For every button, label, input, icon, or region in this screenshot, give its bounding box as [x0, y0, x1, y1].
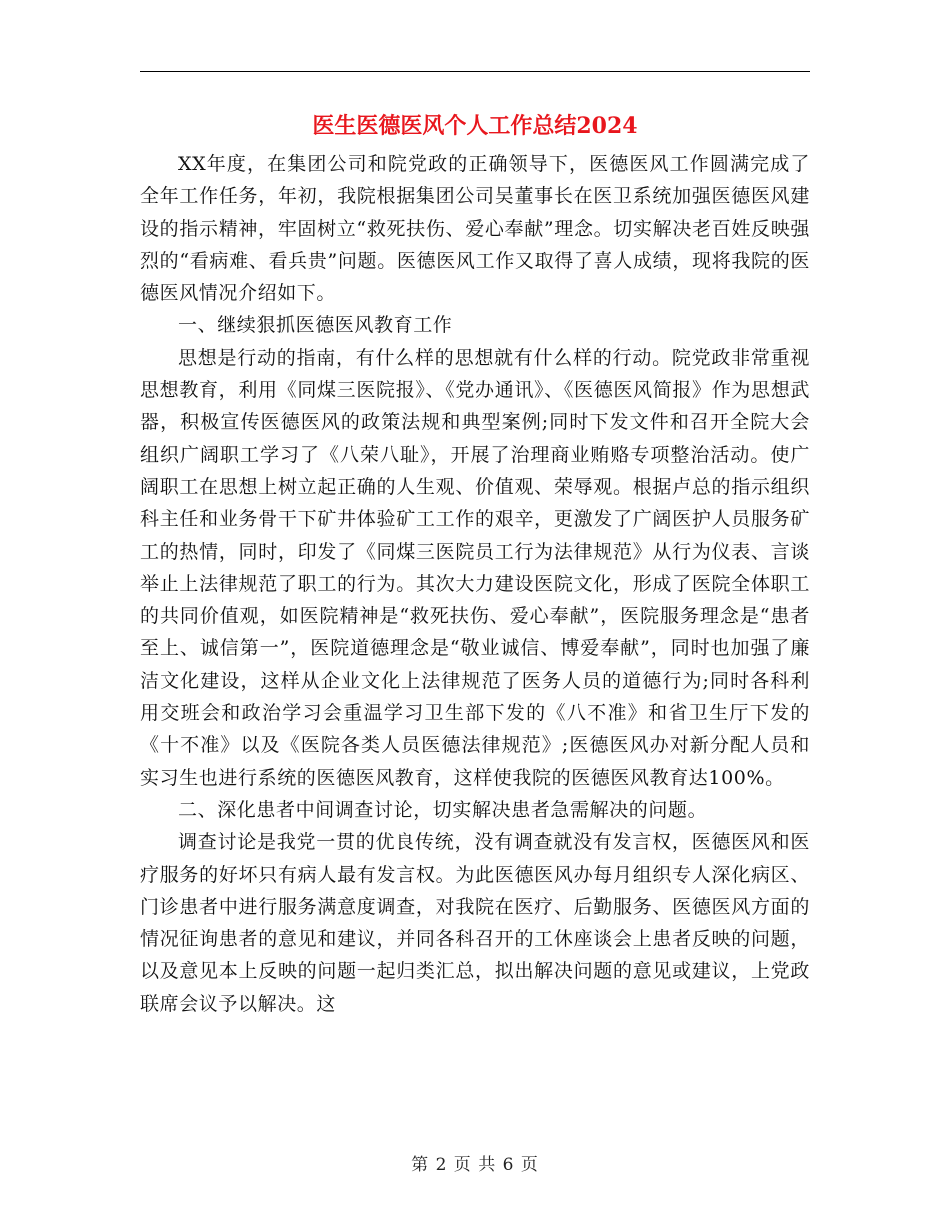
header-rule — [140, 71, 810, 72]
intro-paragraph: XX年度，在集团公司和院党政的正确领导下，医德医风工作圆满完成了全年工作任务，年初，我院根据集团公司吴董事长在医卫系统加强医德医风建设的指示精神，牢固树立“救死扶伤、爱心奉献”理念。切实解决老百姓反映强烈的“看病难、看兵贵”问题。医德医风工作又取得了喜人成绩，现将我院的医德医风情况介绍如下。 — [140, 153, 810, 305]
document-title: 医生医德医风个人工作总结2024 — [312, 113, 638, 139]
section-heading-2: 二、深化患者中间调查讨论，切实解决患者急需解决的问题。 — [178, 798, 708, 821]
section-heading-1: 一、继续狠抓医德医风教育工作 — [178, 314, 453, 337]
document-body — [140, 148, 810, 1020]
section-2-paragraph: 调查讨论是我党一贯的优良传统，没有调查就没有发言权，医德医风和医疗服务的好坏只有病人最有发言权。为此医德医风办每月组织专人深化病区、门诊患者中进行服务满意度调查，对我院在医疗、后勤服务、医德医风方面的情况征询患者的意见和建议，并同各科召开的工休座谈会上患者反映的问题，以及意见本上反映的问题一起归类汇总，拟出解决问题的意见或建议，上党政联席会议予以解决。这 — [140, 831, 810, 1015]
section-1-paragraph: 思想是行动的指南，有什么样的思想就有什么样的行动。院党政非常重视思想教育，利用《同煤三医院报》、《党办通讯》、《医德医风简报》作为思想武器，积极宣传医德医风的政策法规和典型案例;同时下发文件和召开全院大会组织广阔职工学习了《八荣八耻》，开展了治理商业贿赂专项整治活动。使广阔职工在思想上树立起正确的人生观、价值观、荣辱观。根据卢总的指示组织科主任和业务骨干下矿井体验矿工工作的艰辛，更激发了广阔医护人员服务矿工的热情，同时，印发了《同煤三医院员工行为法律规范》从行为仪表、言谈举止上法律规范了职工的行为。其次大力建设医院文化，形成了医院全体职工的共同价值观，如医院精神是“救死扶伤、爱心奉献”，医院服务理念是“患者至上、诚信第一”，医院道德理念是“敬业诚信、博爱奉献”，同时也加强了廉洁文化建设，这样从企业文化上法律规范了医务人员的道德行为;同时各科利用交班会和政治学习会重温学习卫生部下发的《八不准》和省卫生厅下发的《十不准》以及《医院各类人员医德法律规范》;医德医风办对新分配人员和实习生也进行系统的医德医风教育，这样使我院的医德医风教育达100%。 — [140, 346, 810, 789]
page-number: 第 2 页 共 6 页 — [411, 1155, 539, 1175]
